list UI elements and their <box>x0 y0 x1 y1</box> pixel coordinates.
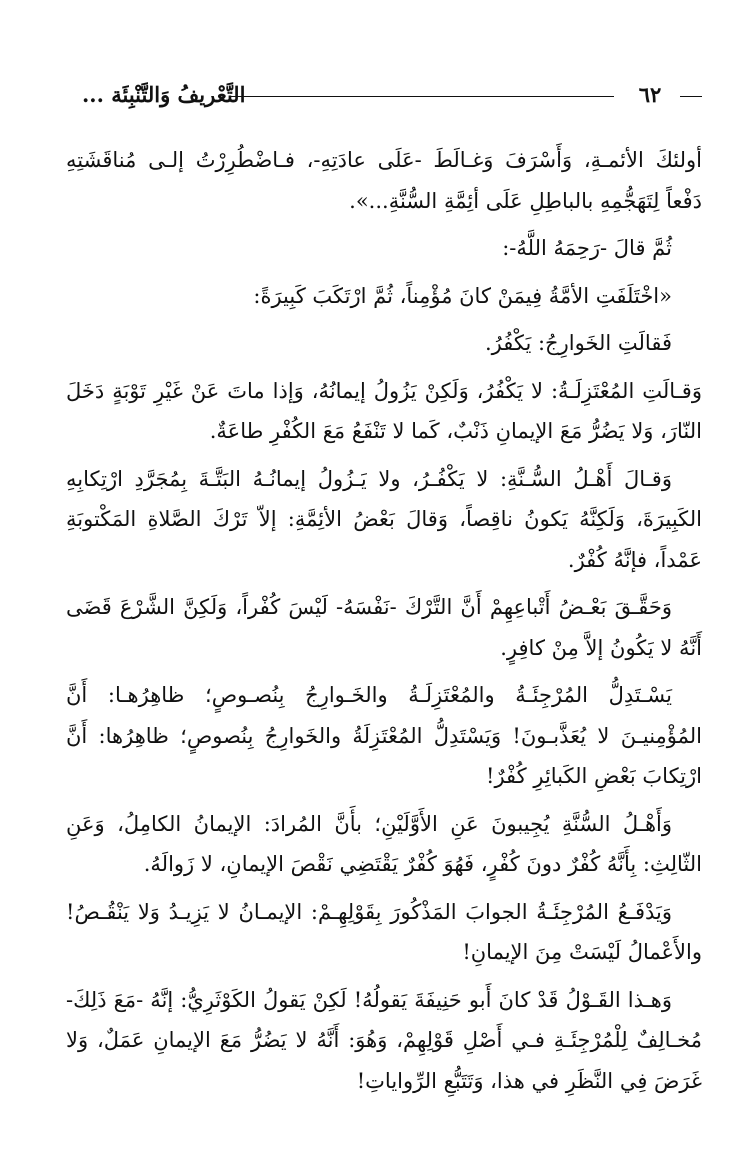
page-header <box>82 78 702 112</box>
paragraph-9: وَأَهْـلُ السُّنَّةِ يُجِيبونَ عَنِ الأَوَّلَيْنِ؛ بأَنَّ المُرادَ: الإيمانُ الكامِلُ، وَعَنِ الثّالِثِ: بِأَنَّهُ كُفْرٌ دونَ كُفْرٍ، فَهُوَ كُفْرٌ يَقْتَضِي نَقْصَ الإيمانِ، لا زَوالَهُ. <box>66 811 702 876</box>
body-text <box>66 140 702 1108</box>
running-title: التَّعْريفُ وَالتَّنْبِئَة ... <box>82 82 246 107</box>
header-rule-right <box>680 96 702 97</box>
paragraph-7: وَحَقَّـقَ بَعْـضُ أَتْباعِهِمْ أَنَّ التَّرْكَ -نَفْسَهُ- لَيْسَ كُفْراً، وَلَكِنَّ الشَّرْعَ قَضَى أَنَّهُ لا يَكُونُ إلاَّ مِنْ كافِرٍ. <box>66 595 702 660</box>
paragraph-4: فَقالَتِ الخَوارِجُ: يَكْفُرُ. <box>484 331 672 355</box>
paragraph-8: يَسْـتَدِلُّ المُرْجِئَـةُ والمُعْتَزِلَـةُ والخَـوارِجُ بِنُصـوصٍ؛ ظاهِرُهـا: أَنَّ المُؤْمِنيـنَ لا يُعَذَّبـونَ! وَيَسْتَدِلُّ المُعْتَزِلَةُ والخَوارِجُ بِنُصوصٍ؛ ظاهِرُها: أَنَّ ارْتِكابَ بَعْضِ الكَبائِرِ كُفْرٌ! <box>66 683 702 788</box>
paragraph-10: وَيَدْفَـعُ المُرْجِئَـةُ الجوابَ المَذْكُورَ بِقَوْلِهِـمْ: الإيمـانُ لا يَزِيـدُ وَلا يَنْقُـصُ! والأَعْمالُ لَيْسَتْ مِنَ الإيمانِ! <box>66 899 702 964</box>
paragraph-2: ثُمَّ قالَ -رَحِمَهُ اللَّهُ-: <box>502 236 672 260</box>
header-rule-left <box>230 96 614 97</box>
paragraph-3: «اخْتَلَفَتِ الأمَّةُ فِيمَنْ كانَ مُؤْمِناً، ثُمَّ ارْتَكَبَ كَبِيرَةً: <box>253 283 672 308</box>
paragraph-6: وَقـالَ أَهْـلُ السُّـنَّةِ: لا يَكْفُـرُ، ولا يَـزُولُ إيمانُـهُ البَتَّـةَ بِمُجَرَّدِ ارْتِكابِهِ الكَبِيرَةَ، وَلَكِنَّهُ يَكونُ ناقِصاً، وَقالَ بَعْضُ الأئِمَّةِ: إلاّ تَرْكَ الصَّلاةِ المَكْتوبَةِ عَمْداً، فإنَّهُ كُفْرٌ. <box>66 466 702 572</box>
paragraph-1: أولئكَ الأئمـةِ، وَأَسْرَفَ وَغـالَطَ -عَلَى عادَتِهِ-، فـاضْطُرِرْتُ إلـى مُناقَشَتِهِ دَفْعاً لِتَهَجُّمِهِ بالباطِلِ عَلَى أئِمَّةِ السُّنَّةِ...». <box>66 148 702 213</box>
paragraph-5: وَقـالَتِ المُعْتَزِلَـةُ: لا يَكْفُرُ، وَلَكِنْ يَزُولُ إيمانُهُ، وَإذا ماتَ عَنْ غَيْرِ تَوْبَةٍ دَخَلَ النّارَ، وَلا يَضُرُّ مَعَ الإيمانِ ذَنْبٌ، كَما لا تَنْفَعُ مَعَ الكُفْرِ طاعَةٌ. <box>66 378 702 443</box>
paragraph-11: وَهـذا القَـوْلُ قَدْ كانَ أَبو حَنِيفَةَ يَقولُهُ! لَكِنْ يَقولُ الكَوْثَرِيُّ: إنَّهُ -مَعَ ذَلِكَ- مُخـالِفٌ لِلْمُرْجِئَـةِ فـي أَصْلِ قَوْلِهِمْ، وَهُوَ: أَنَّهُ لا يَضُرُّ مَعَ الإيمانِ عَمَلٌ، وَلا غَرَضَ فِي النَّظَرِ في هذا، وَتَتَبُّعِ الرِّواياتِ! <box>66 987 702 1093</box>
page-number: ٦٢ <box>638 82 662 107</box>
